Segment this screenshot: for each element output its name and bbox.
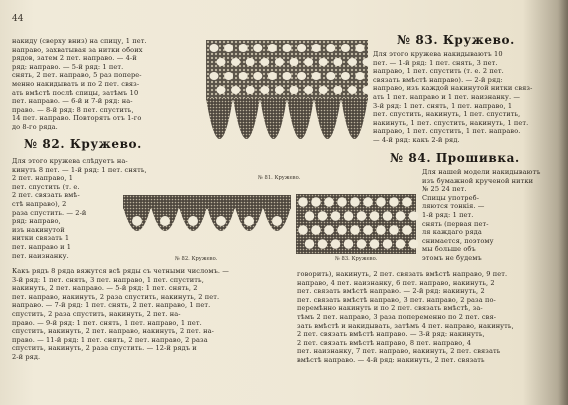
lace-hole bbox=[297, 44, 306, 52]
lace-hole bbox=[311, 225, 321, 235]
right-top-text bbox=[373, 50, 558, 145]
lace-hole bbox=[356, 44, 365, 52]
lace-hole bbox=[312, 44, 321, 52]
text-line: направо, 4 пет. наизнанку, 6 пет. направо, накинуть, 2 bbox=[297, 278, 495, 287]
lace-hole bbox=[268, 44, 277, 52]
page-edge-shadow bbox=[558, 0, 568, 405]
text-line: вмѣстѣ направо. — 4-й ряд: накинуть, 2 пет. связать bbox=[297, 355, 485, 364]
lace-hole bbox=[318, 239, 328, 249]
lace-hole bbox=[324, 225, 334, 235]
heading-84: № 84. Прошивка. bbox=[390, 151, 520, 165]
text-line: ряд: направо. — 5-й ряд: 1 пет. bbox=[12, 62, 124, 71]
text-line: пет. направо. — 6-й и 7-й ряд: на- bbox=[12, 97, 133, 106]
text-line: право. — 9-й ряд: 1 пет. снять, 1 пет. направо, 1 пет. bbox=[12, 318, 202, 327]
text-line: 3-й ряд: 1 пет. снять, 1 пет. направо, 1 bbox=[373, 101, 513, 110]
text-line: пет. — 1-й ряд: 1 пет. снять, 3 пет. bbox=[373, 58, 498, 67]
text-line: 14 пет. направо. Повторять отъ 1-го bbox=[12, 114, 142, 123]
lace-hole bbox=[348, 86, 357, 94]
lace-hole bbox=[341, 44, 350, 52]
lace-hole bbox=[376, 197, 386, 207]
lace-hole bbox=[409, 239, 419, 249]
left-bottom-text bbox=[12, 267, 292, 362]
lace-hole bbox=[402, 225, 412, 235]
text-line: № 25 24 пет. bbox=[422, 185, 467, 194]
left-top-text bbox=[12, 37, 205, 132]
lace-hole bbox=[216, 216, 226, 226]
lace-hole bbox=[244, 216, 254, 226]
text-line: направо, 1 пет. спустить, 1 пет. направо. bbox=[373, 127, 521, 136]
page-number: 44 bbox=[12, 14, 24, 24]
text-line: стѣ направо), 2 bbox=[12, 199, 67, 208]
text-line: пет. связать вмѣстѣ направо, 3 пет. направо, 2 раза по- bbox=[297, 295, 496, 304]
lace-hole bbox=[290, 86, 299, 94]
lace-hole bbox=[224, 72, 233, 80]
text-line: спустить, 2 раза спустить, накинуть, 2 пет. на- bbox=[12, 309, 181, 318]
lace-hole bbox=[217, 58, 226, 66]
text-line: пет. спустить (т. е. bbox=[12, 182, 80, 191]
text-line: снять, 2 пет. направо, 5 раз попере- bbox=[12, 71, 142, 80]
text-line: раза спустить. — 2-й bbox=[12, 208, 87, 217]
lace-hole bbox=[246, 86, 255, 94]
right-mid-text bbox=[422, 168, 557, 263]
lace-hole bbox=[239, 72, 248, 80]
text-line: Какъ рядъ 8 ряда вяжутся всѣ ряды съ четными числомъ. — bbox=[12, 267, 229, 275]
lace-hole bbox=[370, 239, 380, 249]
lace-hole bbox=[402, 197, 412, 207]
lace-hole bbox=[396, 239, 406, 249]
lace-hole bbox=[383, 239, 393, 249]
text-line: нитки связать 1 bbox=[12, 234, 70, 243]
lace-hole bbox=[298, 225, 308, 235]
caption-81: № 81. Кружево. bbox=[258, 175, 301, 181]
text-line: накинуть, 2 пет. направо. — 5-й ряд: 1 пет. снять, 2 bbox=[12, 284, 198, 293]
text-line: рядов, затем 2 пет. направо. — 4-й bbox=[12, 54, 137, 63]
text-line: пет. связать вмѣстѣ направо. — 2-й ряд: накинуть, 2 bbox=[297, 287, 485, 296]
text-line: направо, изъ каждой накинутой нитки связ- bbox=[373, 84, 533, 93]
text-line: менно накидывать и по 2 пет. связ- bbox=[12, 79, 140, 88]
lace-hole bbox=[272, 216, 282, 226]
text-line: ать вмѣстѣ послѣ спицы, затѣмъ 10 bbox=[12, 88, 139, 97]
lace-hole bbox=[350, 197, 360, 207]
text-line: ать 1 пет. направо и 1 пет. наизнанку. — bbox=[373, 92, 521, 101]
lace-hole bbox=[331, 239, 341, 249]
text-line: изъ бумажной крученой нитки bbox=[422, 176, 534, 185]
lace-hole bbox=[217, 86, 226, 94]
lace-hole bbox=[341, 72, 350, 80]
heading-83: № 83. Кружево. bbox=[397, 33, 515, 47]
text-line: снимается, поэтому bbox=[422, 236, 494, 245]
text-line: до 8-го ряда. bbox=[12, 122, 58, 131]
lace-hole bbox=[337, 225, 347, 235]
text-line: пет. направо, накинуть, 2 раза спустить, накинуть, 2 пет. bbox=[12, 292, 220, 301]
lace-hole bbox=[333, 86, 342, 94]
lace-hole bbox=[326, 44, 335, 52]
lace-hole bbox=[275, 86, 284, 94]
lace-hole bbox=[188, 216, 198, 226]
lace-hole bbox=[350, 225, 360, 235]
text-line: 2 пет. связать вмѣстѣ направо, 8 пет. направо, 4 bbox=[297, 338, 471, 347]
text-line: пет. наизнанку, 7 пет. направо, накинуть, 2 пет. связать bbox=[297, 347, 501, 356]
lace-hole bbox=[326, 72, 335, 80]
lace-hole bbox=[224, 44, 233, 52]
lace-hole bbox=[389, 225, 399, 235]
lace-hole bbox=[318, 211, 328, 221]
lace-hole bbox=[268, 72, 277, 80]
text-line: право. — 11-й ряд: 1 пет. снять, 2 пет. направо, 2 раза bbox=[12, 335, 208, 344]
text-line: направо. — 7-й ряд: 1 пет. снять, 2 пет. направо, 1 пет. bbox=[12, 301, 211, 310]
lace-hole bbox=[331, 211, 341, 221]
text-line: связать вмѣстѣ направо). — 2-й ряд: bbox=[373, 75, 503, 84]
lace-hole bbox=[344, 239, 354, 249]
text-line: спустить, накинуть, 2 раза спустить. — 12-й рядъ и bbox=[12, 344, 197, 353]
right-bottom-text bbox=[297, 270, 559, 365]
lace-hole bbox=[319, 58, 328, 66]
lace-hole bbox=[304, 86, 313, 94]
text-line: мы больше объ bbox=[422, 245, 476, 254]
text-line: 1-й ряд: 1 пет. bbox=[422, 210, 474, 219]
lace-hole bbox=[275, 58, 284, 66]
lace-hole bbox=[376, 225, 386, 235]
lace-hole bbox=[210, 44, 219, 52]
lace-hole bbox=[357, 211, 367, 221]
lace-hole bbox=[337, 197, 347, 207]
text-line: снять (первая пет- bbox=[422, 219, 489, 228]
text-line: Спицы употреб- bbox=[422, 193, 480, 202]
text-line: изъ накинутой bbox=[12, 225, 65, 234]
heading-82: № 82. Кружево. bbox=[24, 137, 142, 151]
text-line: кинуть 8 пет. — 1-й ряд: 1 пет. снять, bbox=[12, 165, 147, 174]
text-line: накиду (сверху вниз) на спицу, 1 пет. bbox=[12, 37, 147, 45]
lace-hole bbox=[231, 58, 240, 66]
lace-hole bbox=[363, 225, 373, 235]
lace-hole bbox=[210, 72, 219, 80]
lace-hole bbox=[370, 211, 380, 221]
lace-hole bbox=[312, 72, 321, 80]
caption-83: № 83. Кружево. bbox=[335, 256, 378, 262]
left-mid-text bbox=[12, 157, 147, 260]
lace-hole bbox=[357, 239, 367, 249]
lace-hole bbox=[283, 44, 292, 52]
lace-hole bbox=[344, 211, 354, 221]
text-line: направо, 1 пет. спустить (т. е. 2 пет. bbox=[373, 67, 504, 76]
lace-hole bbox=[363, 197, 373, 207]
text-line: 2 пет. связать вмѣстѣ направо. — 3-й ряд: накинуть, bbox=[297, 330, 485, 339]
lace-hole bbox=[290, 58, 299, 66]
lace-hole bbox=[231, 86, 240, 94]
lace-hole bbox=[389, 197, 399, 207]
text-line: 2 пет. направо, 1 bbox=[12, 174, 74, 183]
lace-hole bbox=[160, 216, 170, 226]
text-line: Для нашей модели накидываютъ bbox=[422, 168, 541, 176]
text-line: ряд: направо, bbox=[12, 217, 61, 226]
lace-hole bbox=[356, 72, 365, 80]
lace-hole bbox=[132, 216, 142, 226]
lace-hole bbox=[304, 58, 313, 66]
lace-hole bbox=[253, 44, 262, 52]
lace-hole bbox=[333, 58, 342, 66]
lace-hole bbox=[246, 58, 255, 66]
lace-hole bbox=[363, 86, 372, 94]
lace-hole bbox=[298, 197, 308, 207]
caption-82: № 82. Кружево. bbox=[175, 256, 218, 262]
text-line: зать вмѣстѣ и накидывать, затѣмъ 4 пет. направо, накинуть, bbox=[297, 321, 514, 330]
lace-hole bbox=[383, 211, 393, 221]
text-line: спустить, накинуть, 2 пет. направо, накинуть, 2 пет. на- bbox=[12, 327, 214, 336]
text-line: Для этого кружева слѣдуетъ на- bbox=[12, 157, 128, 165]
text-line: право. — 8-й ряд: 8 пет. спустить, bbox=[12, 105, 134, 114]
text-line: Для этого кружева накидываютъ 10 bbox=[373, 50, 503, 58]
lace-hole bbox=[324, 197, 334, 207]
lace-hole bbox=[297, 72, 306, 80]
lace-hole bbox=[348, 58, 357, 66]
text-line: 3-й ряд: 1 пет. снять, 3 пет. направо, 1 пет. спустить, bbox=[12, 275, 204, 284]
text-line: накинуть, 1 пет. спустить, накинуть, 1 пет. bbox=[373, 118, 529, 127]
text-line: 2 пет. связать вмѣ- bbox=[12, 191, 80, 200]
text-line: — 4-й ряд: какъ 2-й ряд. bbox=[373, 135, 460, 144]
lace-hole bbox=[305, 239, 315, 249]
text-line: говорить), накинуть, 2 пет. связать вмѣстѣ направо, 9 пет. bbox=[297, 270, 508, 278]
text-line: направо, захватывая за нитки обоих bbox=[12, 45, 143, 54]
lace-sample-81-image bbox=[206, 40, 368, 175]
lace-hole bbox=[409, 211, 419, 221]
text-line: ляются тонкія. — bbox=[422, 202, 485, 211]
lace-hole bbox=[260, 58, 269, 66]
lace-hole bbox=[239, 44, 248, 52]
lace-sample-82-image bbox=[123, 195, 291, 257]
text-line: этомъ не будемъ bbox=[422, 253, 482, 262]
lace-sample-83-image bbox=[296, 194, 416, 254]
lace-hole bbox=[260, 86, 269, 94]
text-line: пет. спустить, накинуть, 1 пет. спустить, bbox=[373, 110, 521, 119]
text-line: тѣмъ 2 пет. направо, 3 раза попеременно по 2 пет. свя- bbox=[297, 312, 497, 321]
text-line: пет. направо и 1 bbox=[12, 242, 72, 251]
lace-hole bbox=[319, 86, 328, 94]
text-line: пет. наизнанку. bbox=[12, 251, 69, 260]
lace-hole bbox=[311, 197, 321, 207]
lace-hole bbox=[283, 72, 292, 80]
lace-hole bbox=[305, 211, 315, 221]
text-line: ля каждаго ряда bbox=[422, 228, 482, 237]
lace-hole bbox=[253, 72, 262, 80]
lace-hole bbox=[363, 58, 372, 66]
lace-hole bbox=[396, 211, 406, 221]
text-line: 2-й ряд. bbox=[12, 352, 41, 361]
text-line: перемѣнно накинуть и по 2 пет. связать вмѣстѣ, за- bbox=[297, 304, 483, 313]
